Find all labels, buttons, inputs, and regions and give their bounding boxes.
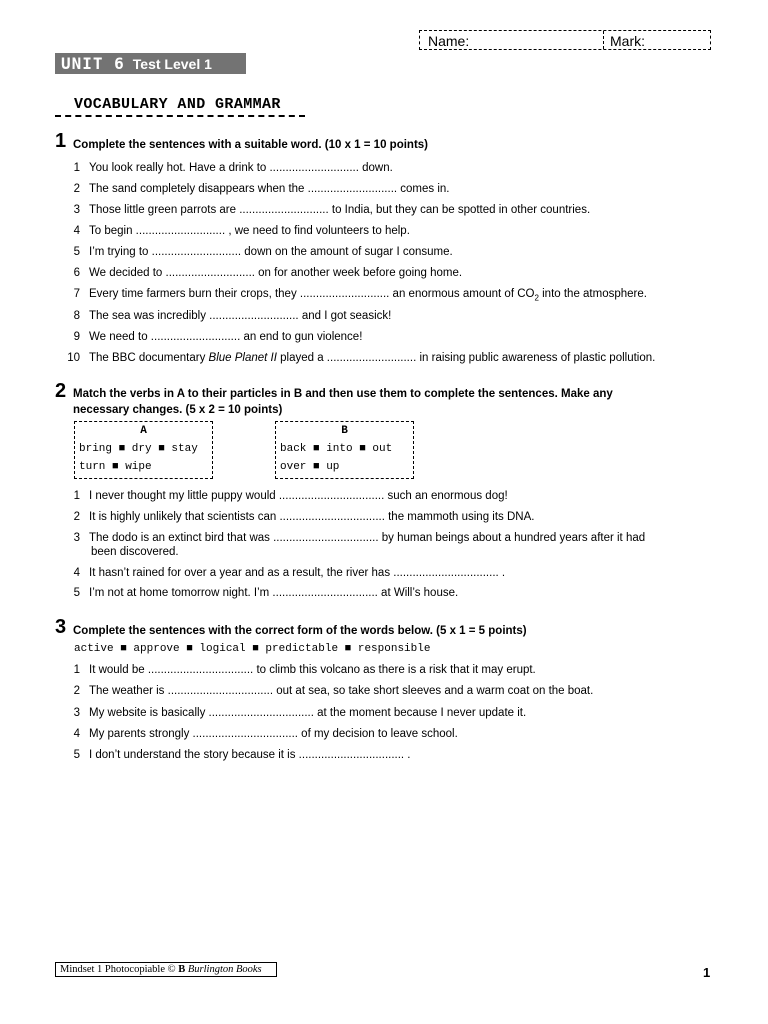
footer-copyright: Mindset 1 Photocopiable © B Burlington Books (55, 962, 277, 977)
q1-item-4: 4 To begin ............................ , we need to find volunteers to help. (73, 225, 410, 237)
q3-word-list: active ■ approve ■ logical ■ predictable ■ responsible (74, 643, 431, 655)
section-title-underline (55, 115, 305, 117)
unit-label: UNIT 6 (61, 54, 125, 73)
section-title: VOCABULARY AND GRAMMAR (74, 96, 281, 113)
q3-item-5: 5 I don’t understand the story because it is ................................. . (73, 749, 411, 761)
q1-item-10: 10 The BBC documentary Blue Planet II played a ............................ in raising public awareness of plastic pollution. (67, 352, 656, 364)
publisher-logo: B (178, 964, 186, 975)
q1-item-6: 6 We decided to ............................ on for another week before going home. (73, 267, 463, 279)
word-box-a-header: A (140, 425, 147, 437)
q2-item-1: 1 I never thought my little puppy would ................................. such an enormous dog! (73, 490, 508, 502)
question-3-instruction: Complete the sentences with the correct form of the words below. (5 x 1 = 5 points) (73, 625, 527, 637)
word-box-a (74, 421, 213, 479)
q1-item-7: 7 Every time farmers burn their crops, they ............................ an enormous amount of $CO_2$ into the atmosphere. (73, 288, 647, 303)
q3-item-2: 2 The weather is ................................. out at sea, so take short sleeves and a warm coat on the boat. (73, 685, 594, 697)
word-box-b-row: back ■ into ■ out (280, 443, 393, 455)
word-box-a-row: turn ■ wipe (79, 461, 152, 473)
q1-item-2: 2 The sand completely disappears when the ............................ comes in. (73, 183, 450, 195)
q1-item-8: 8 The sea was incredibly ............................ and I got seasick! (73, 310, 392, 322)
q1-item-5: 5 I’m trying to ............................ down on the amount of sugar I consume. (73, 246, 453, 258)
q2-item-4: 4 It hasn’t rained for over a year and as a result, the river has ................................. . (73, 567, 506, 579)
q2-item-2: 2 It is highly unlikely that scientists can ................................. the mammoth using its DNA. (73, 511, 535, 523)
question-1-instruction: Complete the sentences with a suitable word. (10 x 1 = 10 points) (73, 139, 428, 151)
test-level-label: Test Level 1 (132, 56, 212, 72)
q2-item-3: 3 The dodo is an extinct bird that was ................................. by human beings about a hundred years after it had been discovered. (73, 532, 646, 558)
word-box-b (275, 421, 414, 479)
unit-banner (55, 53, 246, 74)
q2-item-5: 5 I’m not at home tomorrow night. I’m ................................. at Will’s house. (73, 587, 459, 599)
name-mark-box (419, 30, 711, 50)
q3-item-3: 3 My website is basically ................................. at the moment because I never update it. (73, 707, 527, 719)
q3-item-4: 4 My parents strongly ................................. of my decision to leave school. (73, 728, 458, 740)
name-mark-divider (603, 31, 604, 49)
page-number: 1 (703, 965, 711, 980)
q3-item-1: 1 It would be ................................. to climb this volcano as there is a risk that it may erupt. (73, 664, 536, 676)
q1-item-3: 3 Those little green parrots are ............................ to India, but they can be spotted in other countries. (73, 204, 591, 216)
question-1-number: 1 (55, 130, 67, 152)
q1-item-9: 9 We need to ............................ an end to gun violence! (73, 331, 363, 343)
mark-label: Mark: (610, 33, 645, 49)
name-label: Name: (428, 33, 470, 49)
question-2-number: 2 (55, 380, 67, 402)
word-box-b-header: B (341, 425, 348, 437)
question-3-number: 3 (55, 616, 67, 638)
question-2-instruction: Match the verbs in A to their particles in B and then use them to complete the sentences. Make any necessary changes. (5 x 2 = 10 points) (73, 388, 613, 416)
q1-item-1: 1 You look really hot. Have a drink to ............................ down. (73, 162, 393, 174)
word-box-a-row: bring ■ dry ■ stay (79, 443, 198, 455)
word-box-b-row: over ■ up (280, 461, 340, 473)
